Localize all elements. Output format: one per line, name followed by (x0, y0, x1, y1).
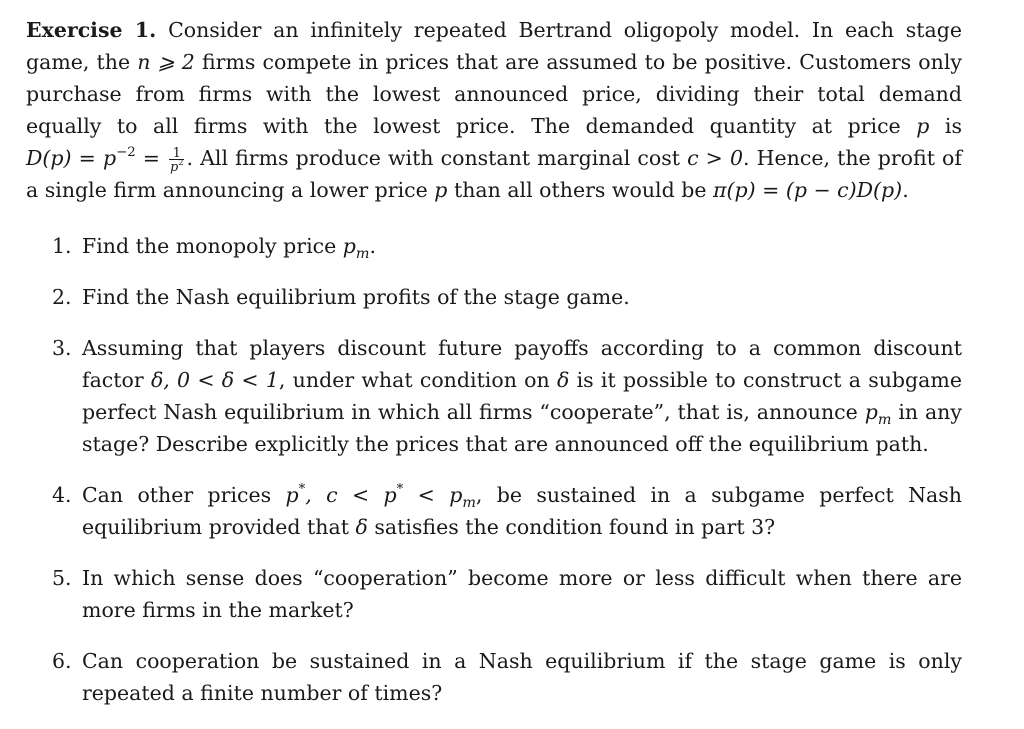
question-item-2 (26, 281, 962, 313)
price-range-middle: , c < p (305, 483, 397, 507)
math-delta: δ (556, 368, 570, 392)
question-list (26, 230, 962, 709)
equals-sign: = (142, 146, 160, 170)
demand-lhs: D(p) = p (26, 146, 117, 170)
math-p: p (916, 114, 930, 138)
price-star-base: p (285, 483, 299, 507)
intro-text-1: Consider an infinitely repeated Bertrand oligopoly model. In each stage game, the (26, 18, 962, 74)
fraction-den-exponent: 2 (178, 156, 184, 167)
intro-text-5: . Hence, the profit of a single firm announcing a lower price (26, 146, 962, 202)
question-text: Can cooperation be sustained in a Nash equilibrium if the stage game is only repeated a finite number of times? (82, 649, 962, 705)
question-text: Find the monopoly price (82, 234, 337, 258)
math-p-2: p (434, 178, 448, 202)
question-text: Can other prices (82, 483, 272, 507)
fraction-numerator: 1 (169, 146, 184, 160)
question-text-d: in any stage? Describe explicitly the prices that are announced off the equilibrium path. (82, 400, 962, 456)
exercise-intro (26, 14, 962, 206)
question-text: In which sense does “cooperation” become more or less difficult when there are more firms in the market? (82, 566, 962, 622)
question-text: Assuming that players discount future payoffs according to a common discount factor (82, 336, 962, 392)
question-text-b: , be sustained in a subgame perfect Nash equilibrium provided that (82, 483, 962, 539)
question-text-c: satisfies the condition found in part 3? (374, 515, 776, 539)
monopoly-price-base: p (449, 483, 463, 507)
question-number: 1. (52, 234, 72, 258)
fraction-den-base: p (170, 159, 179, 174)
intro-text-7: . (902, 178, 909, 202)
demand-exponent: −2 (116, 144, 136, 160)
math-n-geq-2: n ⩾ 2 (137, 50, 195, 74)
question-item-4 (26, 479, 962, 543)
question-item-6 (26, 645, 962, 709)
question-number: 5. (52, 566, 72, 590)
question-text-c: is it possible to construct a subgame perfect Nash equilibrium in which all firms “cooperate”, that is, announce (82, 368, 962, 424)
math-cost-condition: c > 0 (687, 146, 744, 170)
intro-text-4: . All firms produce with constant marginal cost (186, 146, 680, 170)
exercise-title: Exercise 1. (26, 18, 157, 42)
question-number: 3. (52, 336, 72, 360)
math-price-range (285, 481, 476, 512)
math-profit-function: π(p) = (p − c)D(p) (713, 178, 903, 202)
less-than-sign: < (417, 483, 435, 507)
price-star-superscript: * (298, 481, 306, 497)
intro-text-2: firms compete in prices that are assumed to be positive. Customers only purchase from firms with the lowest announced price, dividing their total demand equally to all firms with the lowest price. The demanded quantity at price (26, 50, 962, 138)
question-text: Find the Nash equilibrium profits of the stage game. (82, 285, 630, 309)
fraction-denominator (169, 156, 184, 174)
math-monopoly-price (864, 400, 892, 429)
intro-text-6: than all others would be (453, 178, 707, 202)
question-item-3 (26, 332, 962, 460)
exercise-document (26, 14, 962, 728)
monopoly-price-subscript: m (355, 246, 370, 263)
monopoly-price-subscript: m (877, 412, 892, 429)
math-monopoly-price (342, 234, 370, 263)
price-star-superscript-2: * (396, 481, 404, 497)
math-demand-function (26, 144, 186, 174)
monopoly-price-base: p (864, 400, 878, 424)
question-text-b: , under what condition on (278, 368, 550, 392)
fraction-one-over-p-squared (169, 146, 184, 174)
monopoly-price-base: p (342, 234, 356, 258)
math-delta-range: δ, 0 < δ < 1 (150, 368, 279, 392)
question-number: 4. (52, 483, 72, 507)
question-text-end: . (369, 234, 377, 258)
intro-text-3: is (944, 114, 962, 138)
question-number: 6. (52, 649, 72, 673)
question-item-1 (26, 230, 962, 262)
question-item-5 (26, 562, 962, 626)
question-number: 2. (52, 285, 72, 309)
math-delta: δ (355, 515, 368, 539)
monopoly-price-subscript: m (462, 495, 476, 512)
